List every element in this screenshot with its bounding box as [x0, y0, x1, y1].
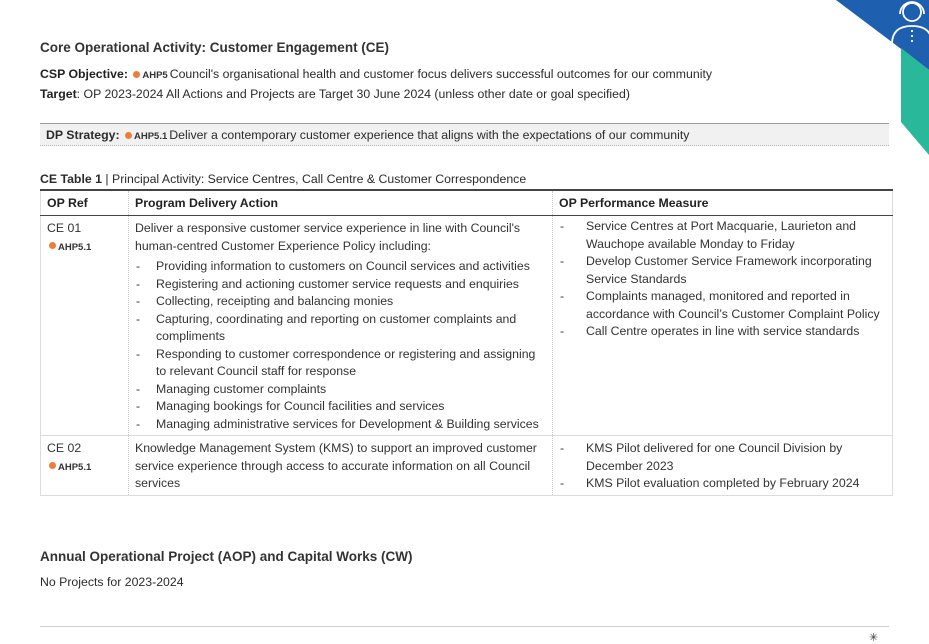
action-list [135, 258, 546, 433]
status-dot-icon [133, 71, 140, 78]
list-item: - Call Centre operates in line with service standards [559, 323, 886, 341]
table-caption [40, 172, 526, 186]
op-ref-code: AHP5.1 [58, 461, 92, 473]
csp-text: Council's organisational health and customer focus delivers successful outcomes for our community [169, 67, 713, 81]
list-item: - Capturing, coordinating and reporting on customer complaints and compliments [135, 311, 546, 346]
header-program-action: Program Delivery Action [129, 190, 553, 216]
table-row [41, 436, 893, 496]
action-intro: Knowledge Management System (KMS) to support an improved customer service experience through access to accurate information on all Council services [135, 441, 537, 490]
table-row [41, 216, 893, 436]
aop-text: No Projects for 2023-2024 [40, 575, 184, 589]
list-item: - KMS Pilot delivered for one Council Division by December 2023 [559, 440, 886, 475]
csp-code: AHP5 [142, 70, 168, 81]
sparkle-icon: ✳ [869, 632, 879, 644]
strategy-label: DP Strategy: [46, 128, 120, 142]
table-header-row [41, 190, 893, 216]
target-line [40, 87, 630, 101]
measure-cell [553, 436, 893, 496]
list-item: - Managing administrative services for Development & Building services [135, 416, 546, 434]
list-item: - Develop Customer Service Framework incorporating Service Standards [559, 253, 886, 288]
list-item: - Managing bookings for Council facilities and services [135, 398, 546, 416]
measure-cell [553, 216, 893, 436]
list-item: - Service Centres at Port Macquarie, Laurieton and Wauchope available Monday to Friday [559, 218, 886, 253]
op-ref-cell [41, 216, 129, 436]
list-item: - Responding to customer correspondence or registering and assigning to relevant Council staff for response [135, 346, 546, 381]
op-ref: CE 01 [47, 221, 82, 235]
aop-heading: Annual Operational Project (AOP) and Capital Works (CW) [40, 549, 413, 564]
header-performance-measure: OP Performance Measure [553, 190, 893, 216]
csp-objective [40, 67, 712, 81]
header-op-ref: OP Ref [41, 190, 129, 216]
strategy-code: AHP5.1 [134, 131, 168, 142]
status-dot-icon [49, 462, 56, 469]
list-item: - Complaints managed, monitored and reported in accordance with Council’s Customer Complaint Policy [559, 288, 886, 323]
list-item: - Registering and actioning customer service requests and enquiries [135, 276, 546, 294]
action-cell [129, 436, 553, 496]
op-ref: CE 02 [47, 441, 82, 455]
page-title: Core Operational Activity: Customer Engagement (CE) [40, 40, 390, 55]
footer-divider [40, 626, 889, 627]
list-item: - Providing information to customers on Council services and activities [135, 258, 546, 276]
action-intro: Deliver a responsive customer service experience in line with Council's human-centred Customer Experience Policy including: [135, 221, 521, 253]
op-ref-code: AHP5.1 [58, 241, 92, 253]
measure-list [559, 440, 886, 493]
list-item: - Collecting, receipting and balancing monies [135, 293, 546, 311]
list-item: - KMS Pilot evaluation completed by February 2024 [559, 475, 886, 493]
status-dot-icon [49, 242, 56, 249]
status-dot-icon [125, 132, 132, 139]
target-label: Target [40, 87, 77, 101]
strategy-text: Deliver a contemporary customer experience that aligns with the expectations of our community [169, 128, 690, 142]
action-cell [129, 216, 553, 436]
csp-label: CSP Objective: [40, 67, 128, 81]
measure-list [559, 218, 886, 341]
ce-table [40, 189, 893, 496]
target-text: : OP 2023-2024 All Actions and Projects are Target 30 June 2024 (unless other date or goal specified) [76, 87, 630, 101]
op-ref-cell [41, 436, 129, 496]
table-caption-bold: CE Table 1 [40, 172, 102, 186]
dp-strategy-bar [40, 123, 889, 146]
table-caption-rest: | Principal Activity: Service Centres, Call Centre & Customer Correspondence [101, 172, 527, 186]
list-item: - Managing customer complaints [135, 381, 546, 399]
